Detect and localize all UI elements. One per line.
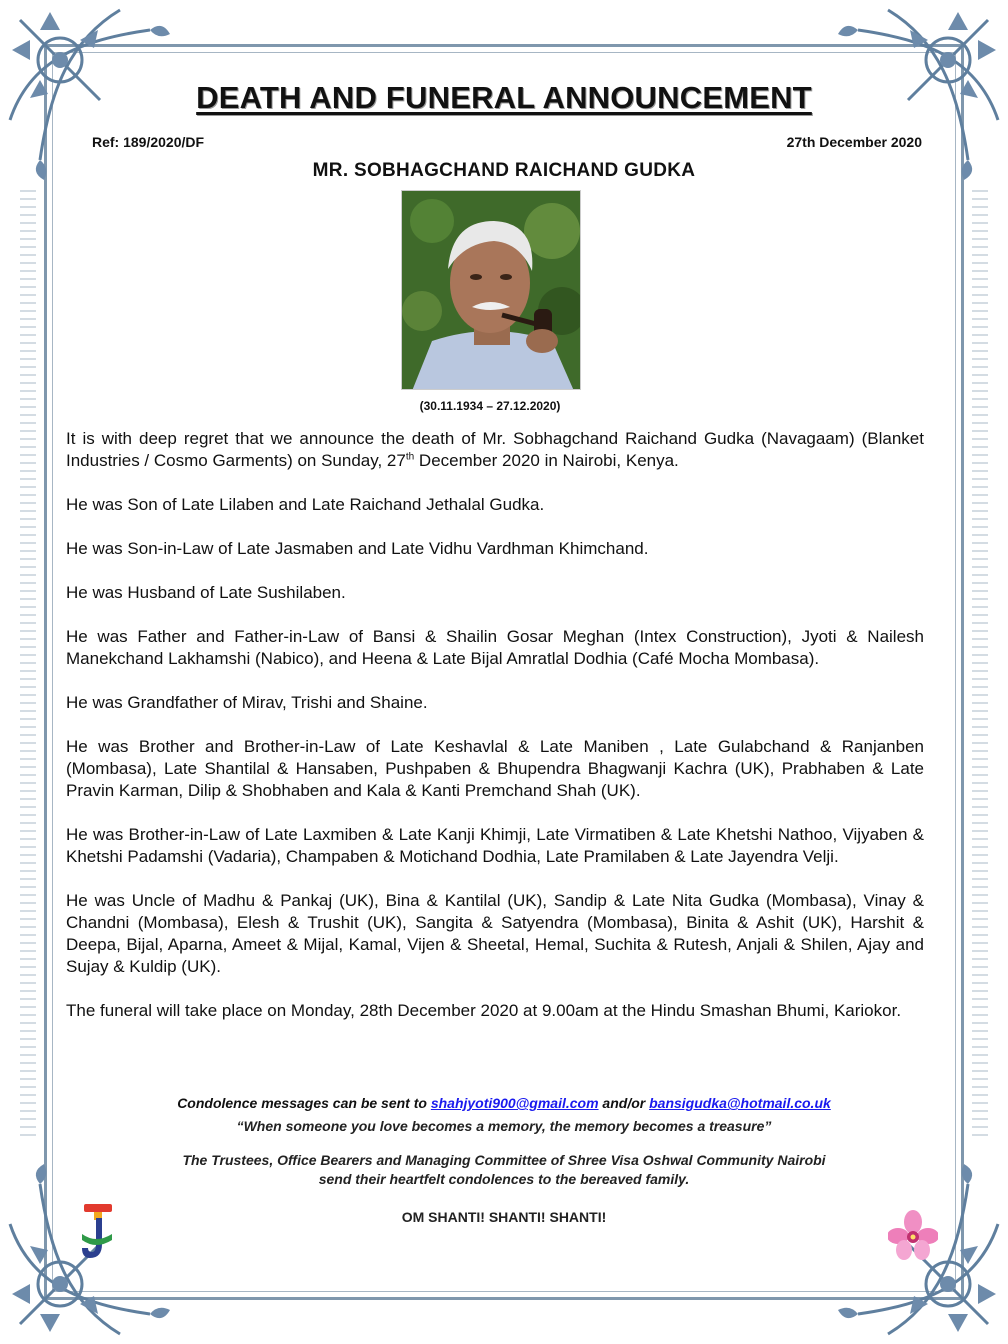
life-dates: (30.11.1934 – 27.12.2020): [419, 399, 561, 413]
announcement-body: [66, 428, 924, 1022]
portrait-photo: [401, 190, 581, 390]
right-ornament-band: [972, 190, 988, 1140]
paragraph-children: He was Father and Father-in-Law of Bansi & Shailin Gosar Meghan (Intex Construction), Jyoti & Nailesh Manekchand Lakhamshi (Nabico), and Heena & Late Bijal Amratlal Dodhia (Café Mocha Mombasa).: [66, 627, 924, 668]
paragraph-spouse: He was Husband of Late Sushilaben.: [66, 583, 346, 602]
trustees-message: [0, 1151, 1008, 1189]
paragraph-siblings: He was Brother and Brother-in-Law of Late Keshavlal & Late Maniben , Late Gulabchand & Ranjanben (Mombasa), Late Shantilal & Hansaben, Pushpaben & Bhupendra Bhagwanji Kachra (UK), Prabhaben & Late Pravin Karman, Dilip & Shobhaben and Kala & Kanti Premchand Shah (UK).: [66, 737, 924, 800]
paragraph-parents: He was Son of Late Lilaben and Late Raichand Jethalal Gudka.: [66, 495, 545, 514]
paragraph-nephews-nieces: He was Uncle of Madhu & Pankaj (UK), Bina & Kantilal (UK), Sandip & Late Nita Gudka (Mombasa), Vinay & Chandni (Mombasa), Elesh & Trushit (UK), Sangita & Satyendra (Mombasa), Binita & Ashit (UK), Harshit & Deepa, Bijal, Aparna, Ameet & Mijal, Kamal, Vijen & Sheetal, Hemal, Suchita & Rutesh, Anjali & Shilen, Ajay and Sujay & Kuldip (UK).: [66, 891, 924, 976]
reference-number: Ref: 189/2020/DF: [92, 134, 205, 150]
condolence-prefix: Condolence messages can be sent to: [177, 1095, 431, 1111]
paragraph-funeral-details: The funeral will take place on Monday, 28th December 2020 at 9.00am at the Hindu Smashan Bhumi, Kariokor.: [66, 1001, 902, 1020]
paragraph-grandchildren: He was Grandfather of Mirav, Trishi and Shaine.: [66, 693, 428, 712]
orchid-flower-icon: [888, 1210, 938, 1262]
paragraph-in-laws: He was Son-in-Law of Late Jasmaben and Late Vidhu Vardhman Khimchand.: [66, 539, 649, 558]
trustees-line-2: send their heartfelt condolences to the bereaved family.: [318, 1171, 690, 1187]
trustees-line-1: The Trustees, Office Bearers and Managing Committee of Shree Visa Oshwal Community Nairobi: [182, 1152, 826, 1168]
paragraph-siblings-in-law: He was Brother-in-Law of Late Laxmiben & Late Kanji Khimji, Late Virmatiben & Late Khetshi Nathoo, Vijyaben & Khetshi Padamshi (Vadaria), Champaben & Motichand Dodhia, Late Pramilaben & Late Jayendra Velji.: [66, 825, 924, 866]
condolence-line: [0, 1095, 1008, 1111]
om-shanti-text: OM SHANTI! SHANTI! SHANTI!: [401, 1209, 607, 1225]
announcement-date: 27th December 2020: [786, 134, 922, 150]
paragraph-death-notice: [66, 428, 924, 472]
deceased-name: MR. SOBHAGCHAND RAICHAND GUDKA: [312, 160, 696, 181]
email-link-2[interactable]: bansigudka@hotmail.co.uk: [649, 1095, 831, 1111]
community-logo-icon: [78, 1204, 118, 1264]
announcement-title: DEATH AND FUNERAL ANNOUNCEMENT: [196, 80, 812, 115]
paragraph-text: It is with deep regret that we announce the death of Mr. Sobhagchand Raichand Gudka (Navagaam) (Blanket Industries / Cosmo Garments) on Sunday, 27: [66, 429, 924, 470]
left-ornament-band: [20, 190, 36, 1140]
ordinal-suffix: th: [405, 451, 415, 463]
memorial-quote: “When someone you love becomes a memory, the memory becomes a treasure”: [236, 1118, 772, 1134]
paragraph-text: December 2020 in Nairobi, Kenya.: [414, 451, 679, 470]
email-link-1[interactable]: shahjyoti900@gmail.com: [430, 1095, 599, 1111]
condolence-conjunction: and/or: [598, 1095, 650, 1111]
